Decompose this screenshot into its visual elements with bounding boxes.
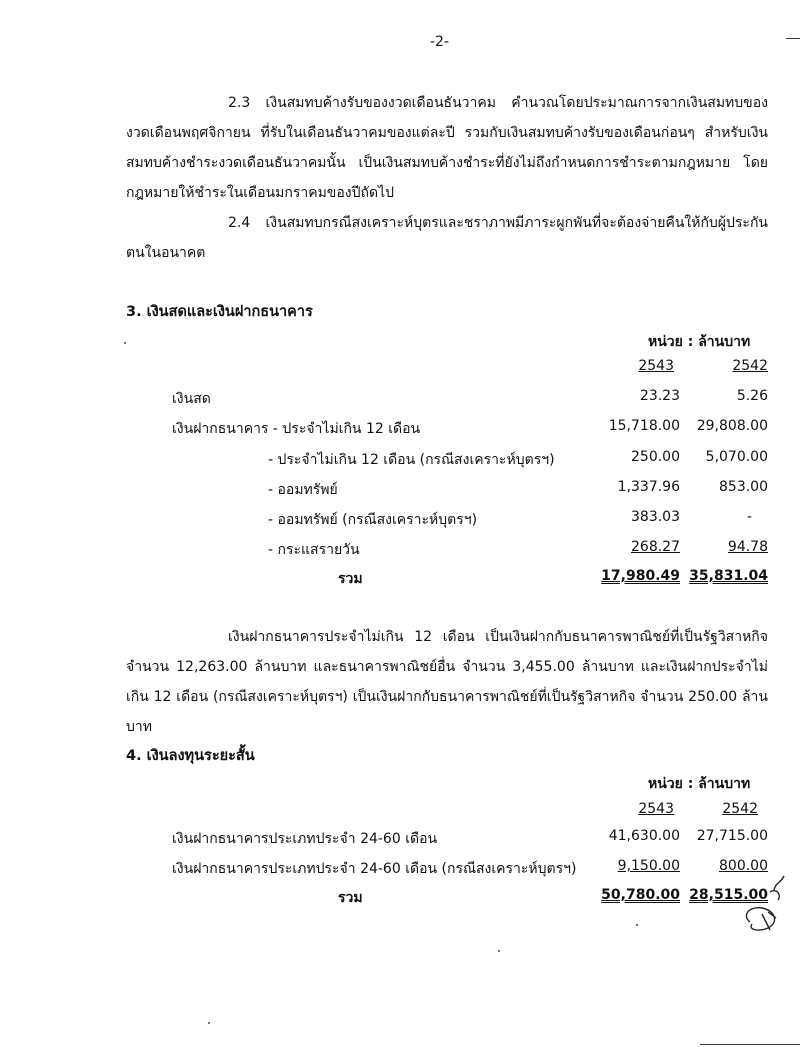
s3-row-2542: 5,070.00 <box>705 449 768 465</box>
section-3-col-2543: 2543 <box>638 358 674 374</box>
s4-total-2542: 28,515.00 <box>689 887 768 903</box>
s4-total-2543: 50,780.00 <box>601 887 680 903</box>
s3-row-2543: 23.23 <box>639 388 680 404</box>
note-2-3: 2.3 เงินสมทบค้างรับของงวดเดือนธันวาคม คำนวณโดยประมาณการจากเงินสมทบของงวดเดือนพฤศจิกายน ที่รับในเดือนธันวาคมของแต่ละปี รวมกับเงินสมทบค้างรับของเดือนก่อนๆ สำหรับเงินสมทบค้างชำระงวดเดือนธันวาคมนั้น เป็นเงินสมทบค้างชำระที่ยังไม่ถึงกำหนดการชำระตามกฎหมาย โดยกฎหมายให้ชำระในเดือนมกราคมของปีถัดไป <box>126 95 768 201</box>
scan-speck <box>124 342 126 344</box>
section-3-col-2542: 2542 <box>732 358 768 374</box>
s3-row-label: - กระแสรายวัน <box>268 542 360 558</box>
section-3-heading: 3. เงินสดและเงินฝากธนาคาร <box>126 304 313 320</box>
s3-row-2543: 250.00 <box>631 449 680 465</box>
s3-row-2543: 383.03 <box>631 509 680 525</box>
s3-row-2542: - <box>746 509 752 525</box>
s4-row-2543: 41,630.00 <box>608 828 680 844</box>
s3-row-2542: 29,808.00 <box>696 418 768 434</box>
s3-row-2543: 268.27 <box>631 539 680 555</box>
s4-row-label: เงินฝากธนาคารประเภทประจำ 24-60 เดือน <box>172 831 438 847</box>
section-4-heading: 4. เงินลงทุนระยะสั้น <box>126 748 255 764</box>
section-4-col-2542: 2542 <box>722 801 758 817</box>
s3-row-label: - ประจำไม่เกิน 12 เดือน (กรณีสงเคราะห์บุตรฯ) <box>268 452 555 468</box>
section-4-col-2543: 2543 <box>638 801 674 817</box>
s4-total-label: รวม <box>338 890 363 906</box>
s3-row-2542: 94.78 <box>727 539 768 555</box>
note-2-4: 2.4 เงินสมทบกรณีสงเคราะห์บุตรและชราภาพมีภาระผูกพันที่จะต้องจ่ายคืนให้กับผู้ประกันตนในอนาคต <box>126 215 768 261</box>
edge-mark <box>700 1044 800 1045</box>
section-3-note: เงินฝากธนาคารประจำไม่เกิน 12 เดือน เป็นเงินฝากกับธนาคารพาณิชย์ที่เป็นรัฐวิสาหกิจ จำนวน 12,263.00 ล้านบาท และธนาคารพาณิชย์อื่น จำนวน 3,455.00 ล้านบาท และเงินฝากประจำไม่เกิน 12 เดือน (กรณีสงเคราะห์บุตรฯ) เป็นเงินฝากกับธนาคารพาณิชย์ที่เป็นรัฐวิสาหกิจ จำนวน 250.00 ล้านบาท <box>126 629 768 735</box>
page-number: -2- <box>430 34 450 50</box>
edge-mark <box>786 38 800 39</box>
s4-row-2543: 9,150.00 <box>617 858 680 874</box>
s3-total-2543: 17,980.49 <box>601 568 680 584</box>
s3-row-2543: 15,718.00 <box>608 418 680 434</box>
s4-row-2542: 800.00 <box>719 858 768 874</box>
scan-speck <box>208 1022 210 1024</box>
s3-row-label: เงินฝากธนาคาร - ประจำไม่เกิน 12 เดือน <box>172 421 421 437</box>
s4-row-2542: 27,715.00 <box>696 828 768 844</box>
section-4-unit: หน่วย : ล้านบาท <box>648 776 751 792</box>
s3-row-label: - ออมทรัพย์ (กรณีสงเคราะห์บุตรฯ) <box>268 512 478 528</box>
scan-speck <box>636 924 638 926</box>
s3-total-2542: 35,831.04 <box>689 568 768 584</box>
scan-speck <box>498 950 500 952</box>
s3-row-2543: 1,337.96 <box>617 479 680 495</box>
s3-row-2542: 853.00 <box>719 479 768 495</box>
s3-row-label: เงินสด <box>172 391 211 407</box>
section-3-unit: หน่วย : ล้านบาท <box>648 334 751 350</box>
s3-total-label: รวม <box>338 571 363 587</box>
s4-row-label: เงินฝากธนาคารประเภทประจำ 24-60 เดือน (กรณีสงเคราะห์บุตรฯ) <box>172 861 577 877</box>
handwritten-initials <box>740 870 792 940</box>
s3-row-label: - ออมทรัพย์ <box>268 482 338 498</box>
s3-row-2542: 5.26 <box>736 388 768 404</box>
